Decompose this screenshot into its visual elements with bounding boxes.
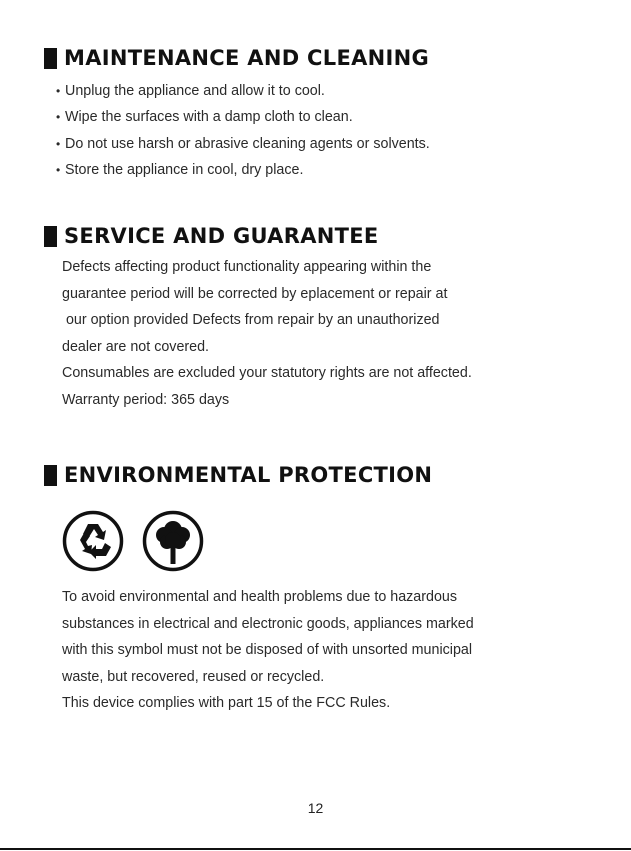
text-line: dealer are not covered. <box>62 338 210 355</box>
environment-title: ENVIRONMENTAL PROTECTION <box>64 463 433 487</box>
environment-paragraph <box>62 584 474 717</box>
heading-marker <box>44 48 57 69</box>
maintenance-heading <box>44 46 429 70</box>
text-line: Defects affecting product functionality appearing within the <box>62 259 432 275</box>
text-line: Consumables are excluded your statutory rights are not affected. <box>62 365 472 382</box>
list-item: • Do not use harsh or abrasive cleaning agents or solvents. <box>56 135 430 152</box>
text-line: To avoid environmental and health problems due to hazardous <box>62 589 458 605</box>
list-item: • Wipe the surfaces with a damp cloth to clean. <box>56 109 353 126</box>
heading-marker <box>44 226 57 247</box>
environment-icons <box>62 510 204 572</box>
text-line: our option provided Defects from repair by an unauthorized <box>62 312 440 329</box>
service-title: SERVICE AND GUARANTEE <box>64 224 379 248</box>
maintenance-list <box>56 78 430 184</box>
list-item: • Store the appliance in cool, dry place. <box>56 162 304 179</box>
environment-heading <box>44 463 432 487</box>
service-heading <box>44 224 379 248</box>
text-line: waste, but recovered, reused or recycled. <box>62 668 325 685</box>
text-line: substances in electrical and electronic goods, appliances marked <box>62 615 474 632</box>
heading-marker <box>44 465 57 486</box>
list-item: • Unplug the appliance and allow it to cool. <box>56 83 325 99</box>
page-number: 12 <box>307 800 324 816</box>
text-line: guarantee period will be corrected by eplacement or repair at <box>62 285 448 302</box>
text-line: This device complies with part 15 of the FCC Rules. <box>62 695 391 712</box>
tree-icon <box>142 510 204 572</box>
bottom-rule <box>0 848 631 850</box>
maintenance-title: MAINTENANCE AND CLEANING <box>64 46 430 70</box>
recycle-icon <box>62 510 124 572</box>
text-line: Warranty period: 365 days <box>62 391 230 408</box>
text-line: with this symbol must not be disposed of with unsorted municipal <box>62 642 473 659</box>
service-paragraph <box>62 254 472 414</box>
